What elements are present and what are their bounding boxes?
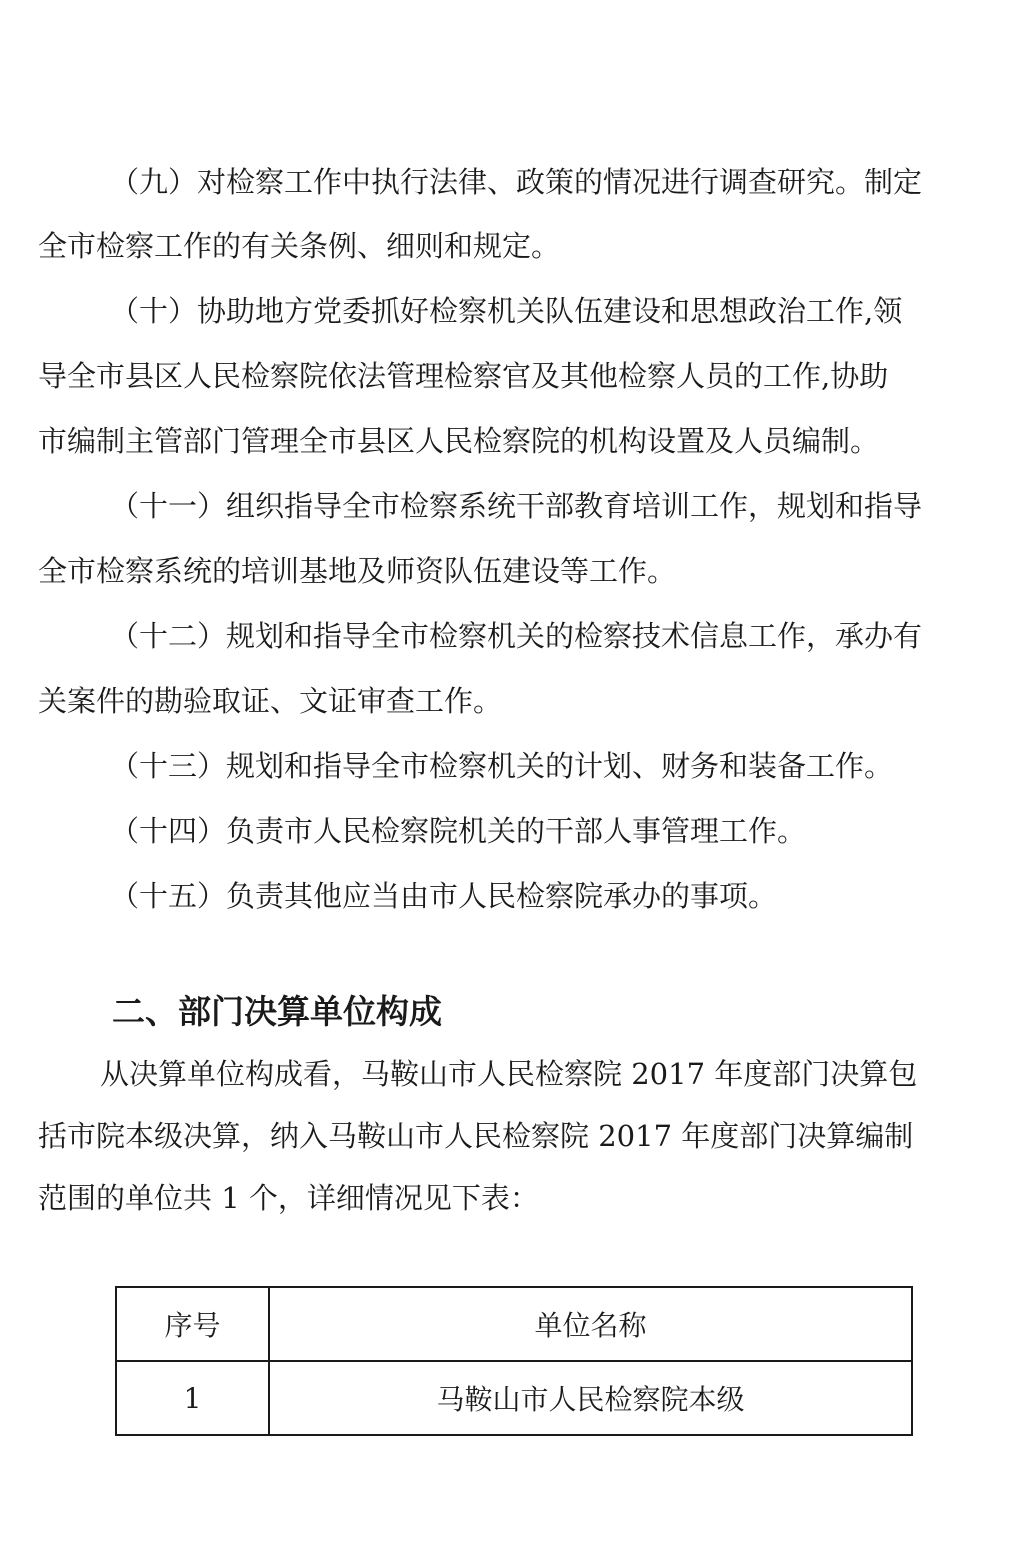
paragraph-10-line-1: （十）协助地方党委抓好检察机关队伍建设和思想政治工作,领 [110, 294, 903, 328]
paragraph-9-line-2: 全市检察工作的有关条例、细则和规定。 [38, 229, 561, 263]
paragraph-12-line-2: 关案件的勘验取证、文证审查工作。 [38, 684, 503, 718]
table-row [116, 1361, 912, 1435]
paragraph-15-line-1: （十五）负责其他应当由市人民检察院承办的事项。 [110, 879, 778, 913]
paragraph-14-line-1: （十四）负责市人民检察院机关的干部人事管理工作。 [110, 814, 807, 848]
paragraph-11-line-1: （十一）组织指导全市检察系统干部教育培训工作，规划和指导 [110, 489, 923, 523]
header-serial-number: 序号 [116, 1287, 269, 1361]
paragraph-13-line-1: （十三）规划和指导全市检察机关的计划、财务和装备工作。 [110, 749, 894, 783]
header-unit-name: 单位名称 [269, 1287, 912, 1361]
paragraph-9-line-1: （九）对检察工作中执行法律、政策的情况进行调查研究。制定 [110, 165, 923, 199]
section2-line-2: 括市院本级决算，纳入马鞍山市人民检察院 2017 年度部门决算编制 [38, 1119, 914, 1153]
section2-line-1: 从决算单位构成看，马鞍山市人民检察院 2017 年度部门决算包 [100, 1057, 918, 1091]
section2-line-3: 范围的单位共 1 个，详细情况见下表： [38, 1181, 539, 1215]
paragraph-10-line-2: 导全市县区人民检察院依法管理检察官及其他检察人员的工作,协助 [38, 359, 889, 393]
paragraph-11-line-2: 全市检察系统的培训基地及师资队伍建设等工作。 [38, 554, 677, 588]
paragraph-12-line-1: （十二）规划和指导全市检察机关的检察技术信息工作，承办有 [110, 619, 923, 653]
cell-unit-name: 马鞍山市人民检察院本级 [269, 1361, 912, 1435]
section-heading: 二、部门决算单位构成 [112, 992, 442, 1031]
unit-table [115, 1286, 913, 1436]
paragraph-10-line-3: 市编制主管部门管理全市县区人民检察院的机构设置及人员编制。 [38, 424, 880, 458]
table-header-row [116, 1287, 912, 1361]
cell-serial-number: 1 [116, 1361, 269, 1435]
